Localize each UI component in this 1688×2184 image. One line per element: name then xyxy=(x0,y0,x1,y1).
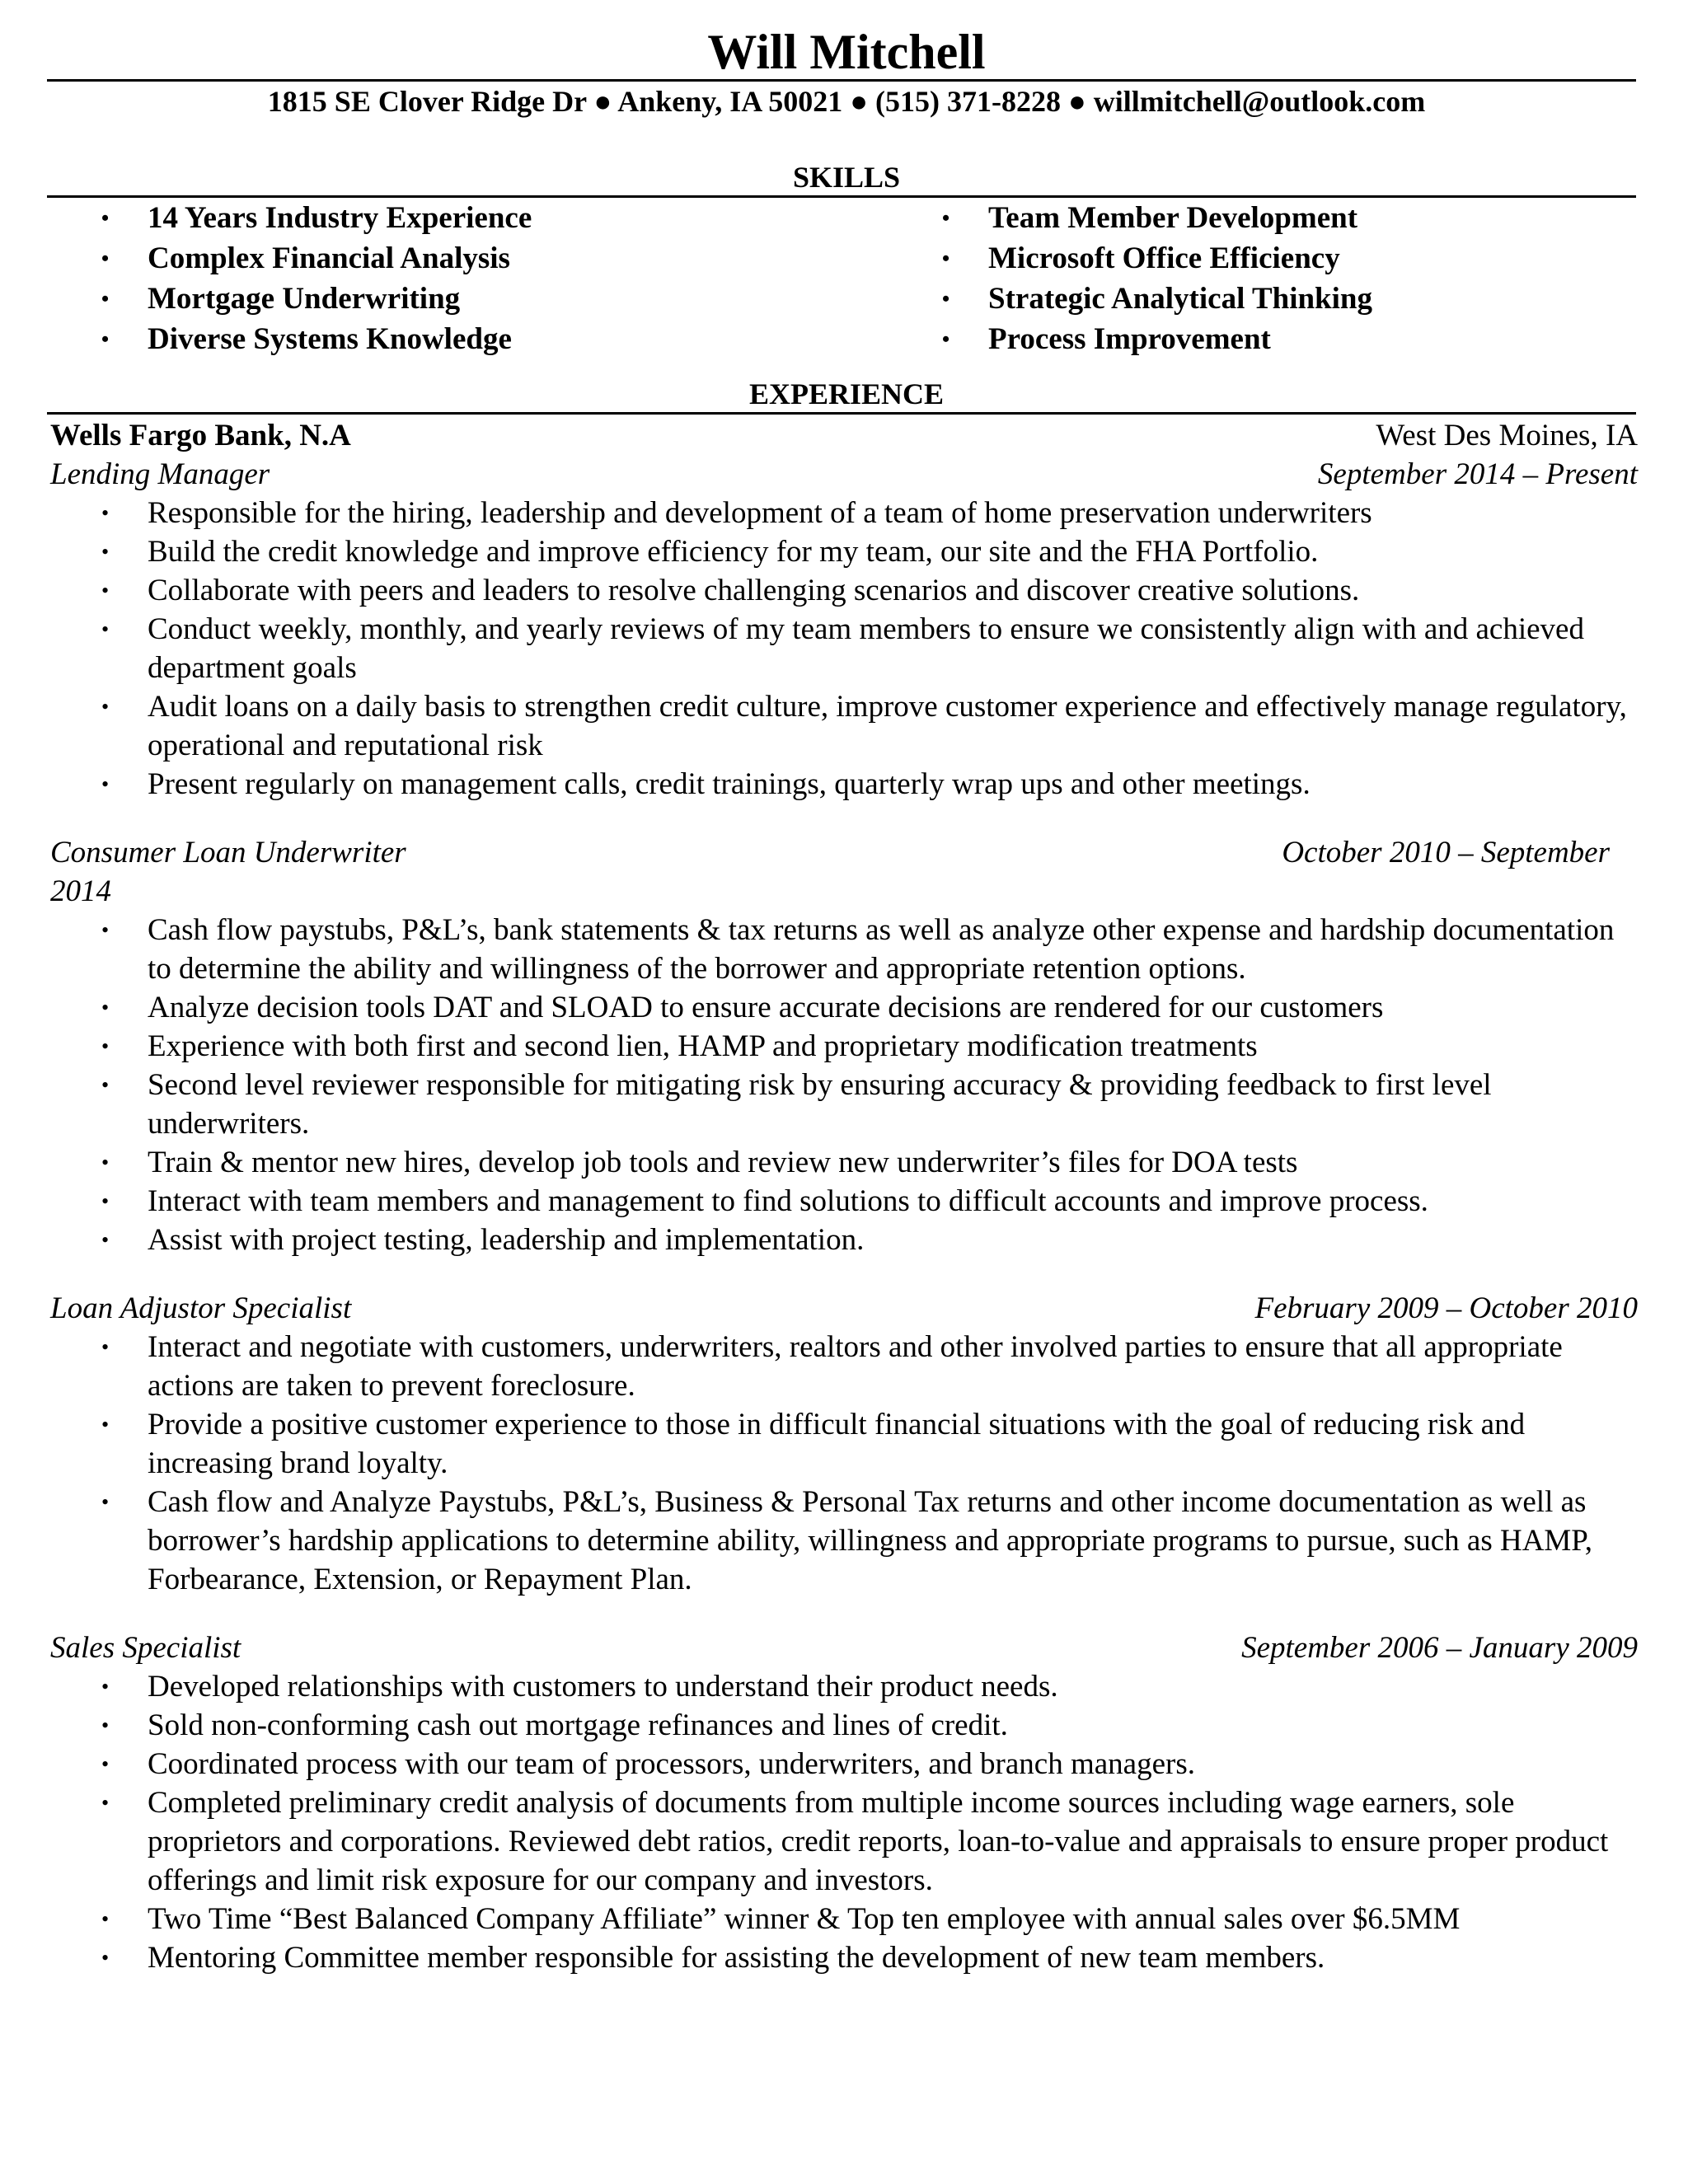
company-name: Wells Fargo Bank, N.A xyxy=(50,419,351,452)
bullet-icon: • xyxy=(101,1413,110,1436)
duty-item xyxy=(47,571,1646,610)
job-header xyxy=(47,455,1646,494)
job-header xyxy=(47,1289,1646,1328)
duty-text: Provide a positive customer experience to those in difficult financial situations with the goal of reducing risk and increasing brand loyalty. xyxy=(148,1408,1526,1480)
contact-line: 1815 SE Clover Ridge Dr ● Ankeny, IA 50021 ● (515) 371-8228 ● willmitchell@outlook.com xyxy=(267,85,1426,118)
duty-item xyxy=(47,1745,1646,1783)
duty-list xyxy=(47,1328,1646,1599)
bullet-icon: • xyxy=(101,1034,110,1058)
duty-text: Interact and negotiate with customers, underwriters, realtors and other involved parties to ensure that all appropriate actions are taken to prevent foreclosure. xyxy=(148,1330,1563,1403)
job-dates-continued: 2014 xyxy=(50,874,111,908)
duty-text: Two Time “Best Balanced Company Affiliate” winner & Top ten employee with annual sales over $6.5MM xyxy=(148,1902,1461,1936)
bullet-icon: • xyxy=(101,327,110,351)
bullet-icon: • xyxy=(101,1713,110,1737)
duty-item xyxy=(47,1143,1646,1182)
duty-item xyxy=(47,1066,1646,1143)
duty-item xyxy=(47,1027,1646,1066)
bullet-icon: • xyxy=(101,1791,110,1815)
skill-item: • Mortgage Underwriting xyxy=(47,279,532,319)
duty-text: Developed relationships with customers to understand their product needs. xyxy=(148,1670,1058,1704)
duty-text: Responsible for the hiring, leadership and development of a team of home preservation underwriters xyxy=(148,496,1372,530)
company-row xyxy=(47,416,1646,455)
duty-text: Audit loans on a daily basis to strengthen credit culture, improve customer experience and effectively manage regulatory, operational and reputational risk xyxy=(148,690,1627,762)
skills-list xyxy=(47,198,1646,363)
skill-item: • Diverse Systems Knowledge xyxy=(47,319,532,359)
duty-item xyxy=(47,1405,1646,1483)
duty-item xyxy=(47,911,1646,988)
job-dates: October 2010 – September xyxy=(1282,836,1610,869)
bullet-icon: • xyxy=(101,501,110,525)
skills-heading: SKILLS xyxy=(792,161,901,194)
resume-page xyxy=(47,25,1646,1977)
job-dates: September 2006 – January 2009 xyxy=(1241,1631,1638,1665)
experience-rule xyxy=(47,412,1636,415)
skill-item: • Strategic Analytical Thinking xyxy=(888,279,1372,319)
skills-right-column xyxy=(888,198,1372,359)
job-title: Sales Specialist xyxy=(50,1631,241,1665)
duty-item xyxy=(47,765,1646,804)
resume-name: Will Mitchell xyxy=(707,25,986,79)
job-entry xyxy=(47,833,1646,1259)
duty-text: Experience with both first and second lien, HAMP and proprietary modification treatments xyxy=(148,1029,1258,1063)
bullet-icon: • xyxy=(101,540,110,564)
bullet-icon: • xyxy=(101,1189,110,1213)
bullet-icon: • xyxy=(101,1907,110,1931)
duty-text: Mentoring Committee member responsible for assisting the development of new team members. xyxy=(148,1941,1325,1975)
duty-text: Build the credit knowledge and improve efficiency for my team, our site and the FHA Portfolio. xyxy=(148,535,1319,569)
duty-text: Coordinated process with our team of processors, underwriters, and branch managers. xyxy=(148,1747,1195,1781)
bullet-icon: • xyxy=(942,287,950,311)
duty-item xyxy=(47,610,1646,687)
bullet-icon: • xyxy=(101,996,110,1019)
job-list xyxy=(47,455,1646,1977)
duty-item xyxy=(47,1900,1646,1938)
duty-text: Sold non-conforming cash out mortgage refinances and lines of credit. xyxy=(148,1708,1008,1742)
job-title: Lending Manager xyxy=(50,457,270,491)
duty-item xyxy=(47,494,1646,532)
job-dates: September 2014 – Present xyxy=(1317,457,1638,491)
company-location: West Des Moines, IA xyxy=(1376,419,1638,452)
bullet-icon: • xyxy=(101,579,110,602)
job-dates: February 2009 – October 2010 xyxy=(1254,1291,1638,1325)
duty-text: Analyze decision tools DAT and SLOAD to ensure accurate decisions are rendered for our customers xyxy=(148,991,1384,1024)
job-entry xyxy=(47,455,1646,804)
job-header xyxy=(47,1629,1646,1667)
header-rule xyxy=(47,79,1636,82)
duty-text: Conduct weekly, monthly, and yearly reviews of my team members to ensure we consistently align with and achieved department goals xyxy=(148,612,1584,685)
duty-item xyxy=(47,1783,1646,1900)
duty-item xyxy=(47,1706,1646,1745)
duty-text: Train & mentor new hires, develop job tools and review new underwriter’s files for DOA tests xyxy=(148,1146,1298,1179)
bullet-icon: • xyxy=(101,1490,110,1514)
duty-item xyxy=(47,687,1646,765)
skill-item: • Microsoft Office Efficiency xyxy=(888,238,1372,279)
bullet-icon: • xyxy=(101,206,110,230)
duty-item xyxy=(47,1328,1646,1405)
bullet-icon: • xyxy=(101,1228,110,1252)
bullet-icon: • xyxy=(942,206,950,230)
bullet-icon: • xyxy=(101,1073,110,1097)
job-entry xyxy=(47,1289,1646,1599)
duty-text: Cash flow and Analyze Paystubs, P&L’s, Business & Personal Tax returns and other income documentation as well as borrower’s hardship applications to determine ability, willingness and appropriate programs to pursue, such as HAMP, Forbearance, Extension, or Repayment Plan. xyxy=(148,1485,1593,1596)
bullet-icon: • xyxy=(101,1752,110,1776)
bullet-icon: • xyxy=(942,327,950,351)
bullet-icon: • xyxy=(101,772,110,796)
duty-text: Present regularly on management calls, credit trainings, quarterly wrap ups and other meetings. xyxy=(148,767,1311,801)
duty-item xyxy=(47,1938,1646,1977)
duty-item xyxy=(47,1483,1646,1599)
duty-list xyxy=(47,494,1646,804)
skill-item: • Complex Financial Analysis xyxy=(47,238,532,279)
skill-item: • Process Improvement xyxy=(888,319,1372,359)
duty-text: Completed preliminary credit analysis of documents from multiple income sources including wage earners, sole proprietors and corporations. Reviewed debt ratios, credit reports, loan-to-value and appraisals to ensure proper product offerings and limit risk exposure for our company and investors. xyxy=(148,1786,1609,1897)
bullet-icon: • xyxy=(101,1946,110,1970)
duty-text: Cash flow paystubs, P&L’s, bank statements & tax returns as well as analyze other expense and hardship documentation to determine the ability and willingness of the borrower and appropriate retention options. xyxy=(148,913,1615,986)
duty-list xyxy=(47,1667,1646,1977)
bullet-icon: • xyxy=(942,246,950,270)
duty-text: Interact with team members and management to find solutions to difficult accounts and improve process. xyxy=(148,1184,1428,1218)
bullet-icon: • xyxy=(101,695,110,719)
bullet-icon: • xyxy=(101,1335,110,1359)
duty-item xyxy=(47,1667,1646,1706)
skill-item: • Team Member Development xyxy=(888,198,1372,238)
job-entry xyxy=(47,1629,1646,1977)
job-header xyxy=(47,833,1646,872)
bullet-icon: • xyxy=(101,287,110,311)
job-title: Loan Adjustor Specialist xyxy=(50,1291,352,1325)
bullet-icon: • xyxy=(101,1675,110,1699)
job-title: Consumer Loan Underwriter xyxy=(50,836,406,869)
bullet-icon: • xyxy=(101,617,110,641)
duty-text: Second level reviewer responsible for mitigating risk by ensuring accuracy & providing feedback to first level underwriters. xyxy=(148,1068,1492,1141)
experience-heading: EXPERIENCE xyxy=(748,377,945,410)
duty-item xyxy=(47,1221,1646,1259)
duty-item xyxy=(47,1182,1646,1221)
duty-item xyxy=(47,532,1646,571)
duty-list xyxy=(47,911,1646,1259)
duty-text: Collaborate with peers and leaders to resolve challenging scenarios and discover creative solutions. xyxy=(148,574,1360,607)
skill-item: • 14 Years Industry Experience xyxy=(47,198,532,238)
bullet-icon: • xyxy=(101,918,110,942)
skills-left-column xyxy=(47,198,532,359)
bullet-icon: • xyxy=(101,246,110,270)
bullet-icon: • xyxy=(101,1151,110,1174)
duty-text: Assist with project testing, leadership and implementation. xyxy=(148,1223,865,1257)
duty-item xyxy=(47,988,1646,1027)
